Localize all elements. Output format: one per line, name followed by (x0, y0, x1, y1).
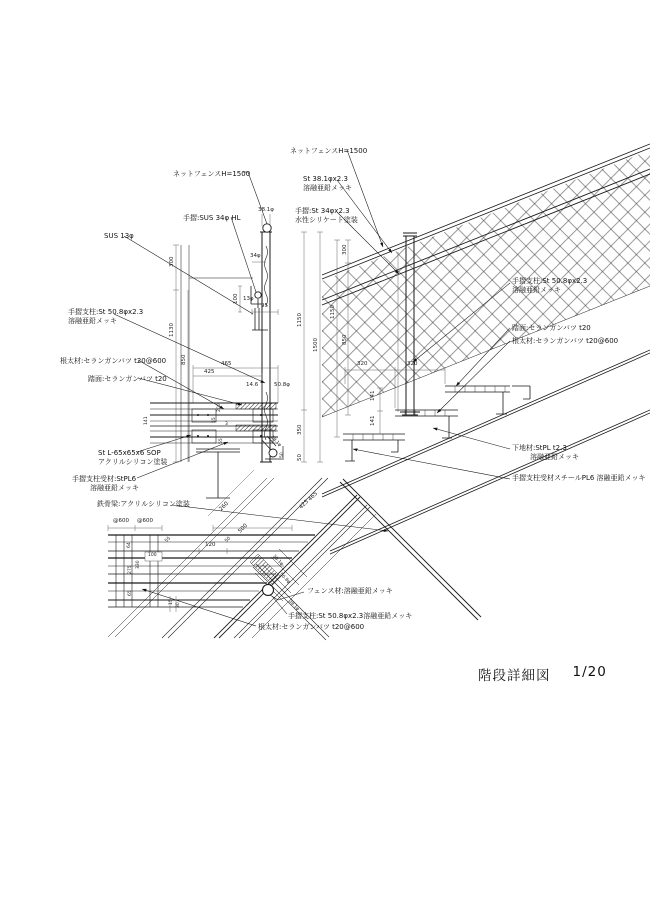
dim-64: 64 (127, 542, 132, 548)
dim-50b: 50 (280, 452, 285, 458)
dim-200: 200 (217, 403, 222, 412)
label-angle-line2: アクリルシリコン塗装 (98, 458, 168, 467)
label-net-fence-left: ネットフェンスH=1500 (173, 170, 251, 178)
label-pipe-381-line1: St 38.1φx2.3 (303, 175, 348, 183)
dim-38-1phi-plan-b: 38.1φ (287, 599, 300, 613)
drawing-scale: 1/20 (572, 664, 607, 680)
label-handrail-sus: 手摺:SUS 34φ HL (183, 214, 241, 222)
dim-1150-left: 1150 (297, 313, 303, 327)
drawing-title: 階段詳細図 (478, 668, 551, 684)
label-post-plan: 手摺支柱:St 50.8φx2.3溶融亜鉛メッキ (288, 612, 413, 620)
dim-330: 330 (136, 560, 141, 569)
label-post-left-line2: 溶融亜鉛メッキ (68, 317, 117, 326)
dim-55-plan: 55 (164, 536, 172, 544)
dim-38-1phi-plan-a: 38.1φ (271, 554, 284, 568)
label-fence-material: フェンス材:溶融亜鉛メッキ (307, 587, 393, 595)
label-angle-line1: St L-65x65x6 SOP (98, 449, 161, 457)
dim-14-6: 14.6 (246, 382, 259, 388)
dim-500: 500 (237, 522, 249, 535)
label-joist-left: 根太材:セランガンバツ t20@600 (60, 357, 167, 365)
dim-350: 350 (297, 424, 303, 435)
dim-260: 260 (218, 500, 230, 513)
dim-15: 15 (169, 599, 174, 605)
dim-850-right: 850 (342, 334, 348, 345)
dim-100: 100 (233, 293, 239, 304)
label-steel-beam: 鉄骨梁:アクリルシリコン塗装 (97, 500, 190, 508)
dim-100-plan: 100 (148, 553, 157, 558)
label-base-right-line2: 溶融亜鉛メッキ (530, 453, 579, 462)
dim-120: 120 (205, 542, 216, 548)
label-receiver-line2: 溶融亜鉛メッキ (90, 484, 139, 493)
dim-at600b: @600 (137, 518, 153, 524)
dim-13phi: 13φ (243, 296, 254, 302)
dim-1500: 1500 (313, 338, 319, 352)
label-handrail-right-line2: 水性シリケート塗装 (295, 216, 358, 225)
dim-65: 65 (128, 590, 133, 596)
dim-3: 3 (225, 422, 228, 427)
label-tread-left: 踏面:セランガンバツ t20 (88, 375, 167, 383)
label-post-right-line2: 溶融亜鉛メッキ (512, 286, 561, 295)
label-net-fence-right: ネットフェンスH=1500 (290, 147, 368, 155)
dim-141a: 141 (370, 390, 376, 401)
label-base-right-line1: 下地材:StPL t2.3 (512, 444, 567, 452)
label-pipe-381-line2: 溶融亜鉛メッキ (303, 184, 352, 193)
dim-34phi: 34φ (250, 253, 261, 259)
dim-55b: 55 (219, 438, 224, 444)
dim-50: 50 (297, 454, 303, 461)
label-receiver-right: 手摺支柱受材スチールPL6 溶融亜鉛メッキ (512, 474, 646, 482)
dim-30: 30 (176, 602, 181, 608)
dim-300-right: 300 (342, 244, 348, 255)
dim-320b: 320 (407, 361, 418, 367)
dim-300-left: 300 (169, 256, 175, 267)
dim-55a: 55 (212, 417, 217, 423)
label-post-right-line1: 手摺支柱:St 50.8φx2.3 (512, 277, 588, 285)
dim-465: 465 (221, 361, 232, 367)
dim-38-1phi: 38.1φ (258, 207, 274, 213)
dim-50-8phi-plan: 50.8φ (278, 572, 291, 586)
label-angle-left (98, 449, 167, 467)
label-receiver-line1: 手摺支柱受材:StPL6 (72, 475, 137, 483)
dim-1130: 1130 (169, 323, 175, 337)
dim-95: 95 (261, 303, 268, 309)
dim-141-left: 141 (144, 416, 149, 425)
dim-320a: 320 (357, 361, 368, 367)
label-base-right (512, 444, 579, 462)
dim-275: 275 (128, 565, 133, 574)
dim-1150-right: 1150 (330, 305, 336, 319)
dim-141b: 141 (370, 415, 376, 426)
dim-465-plan: 465 (307, 490, 319, 503)
label-post-left (68, 308, 143, 326)
label-joist-plan: 根太材:セランガンバツ t20@600 (258, 623, 365, 631)
label-sus13: SUS 13φ (104, 232, 134, 240)
dim-850-left: 850 (181, 354, 187, 365)
label-handrail-right-line1: 手摺:St 34φx2.3 (295, 207, 350, 215)
dim-38-1phi-diag: 38.1φ (269, 435, 282, 449)
label-post-left-line1: 手摺支柱:St 50.8φx2.3 (68, 308, 144, 316)
dim-at600a: @600 (113, 518, 129, 524)
dim-425: 425 (204, 369, 215, 375)
label-handrail-right (295, 207, 358, 225)
dim-50-plan: 50 (224, 536, 232, 544)
label-receiver-left (72, 475, 139, 493)
dim-50-8phi: 50.8φ (274, 382, 290, 388)
label-tread-right: 踏面:セランガンバツ t20 (512, 324, 591, 332)
label-pipe-381 (303, 175, 352, 193)
drawing-title-block (478, 664, 607, 684)
dim-425-plan: 425 (298, 498, 310, 511)
label-post-right (512, 277, 587, 295)
label-joist-right: 根太材:セランガンバツ t20@600 (512, 337, 619, 345)
